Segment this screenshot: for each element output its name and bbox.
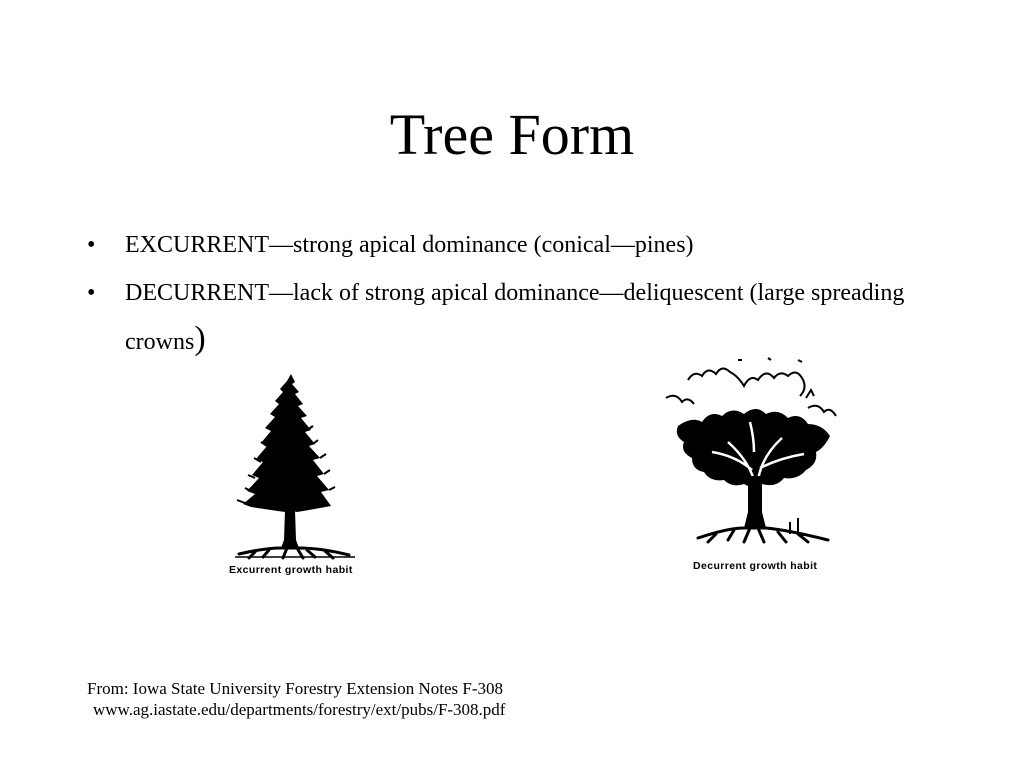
- bullet-text-decurrent: DECURRENT—lack of strong apical dominance—deliquescent (large spreading crowns: [125, 280, 905, 355]
- spreading-tree-icon: [658, 352, 858, 562]
- slide-title: Tree Form: [389, 102, 635, 167]
- source-line-1: From: Iowa State University Forestry Extension Notes F-308: [87, 679, 503, 698]
- decurrent-caption: Decurrent growth habit: [693, 560, 818, 572]
- source-citation: [87, 678, 787, 720]
- source-url: www.ag.iastate.edu/departments/forestry/ext/pubs/F-308.pdf: [93, 700, 506, 719]
- excurrent-caption: Excurrent growth habit: [229, 564, 353, 576]
- pine-tree-icon: [225, 372, 365, 562]
- bullet-marker: •: [87, 280, 96, 306]
- bullet-item-decurrent: [87, 270, 967, 365]
- bullet-text-excurrent: EXCURRENT—strong apical dominance (conical—pines): [125, 232, 694, 258]
- excurrent-tree-illustration: [225, 372, 365, 562]
- bullet-marker: •: [87, 232, 96, 258]
- bullet-item-excurrent: [87, 228, 967, 262]
- bullet-text-decurrent-wrap: [125, 270, 967, 365]
- closing-parenthesis: ): [194, 320, 206, 357]
- decurrent-tree-illustration: [658, 352, 858, 562]
